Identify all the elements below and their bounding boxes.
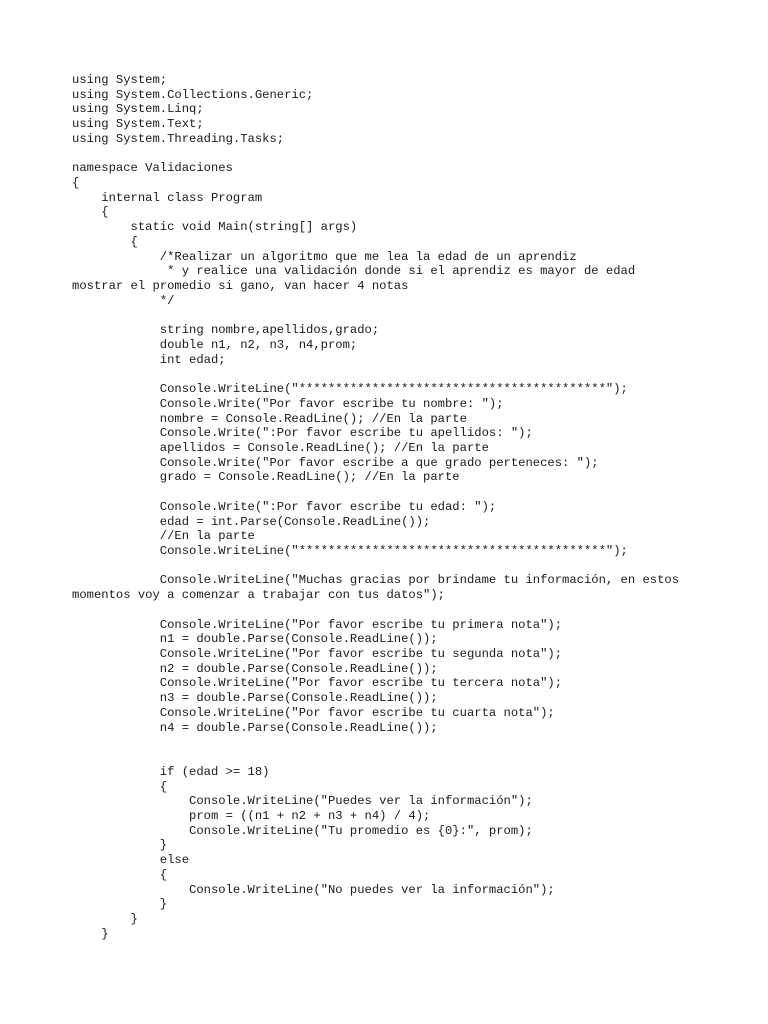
code-line: Console.WriteLine("******************************************");: [72, 382, 628, 397]
code-line: [72, 750, 762, 765]
code-line: }: [72, 926, 109, 941]
code-line: using System;: [72, 73, 168, 87]
code-line: {: [72, 867, 168, 882]
code-line: momentos voy a comenzar a trabajar con tus datos");: [72, 588, 445, 603]
code-line: [72, 485, 762, 500]
code-line: }: [72, 911, 138, 926]
code-line: static void Main(string[] args): [72, 220, 358, 235]
code-line: Console.Write("Por favor escribe tu nombre: ");: [72, 396, 504, 411]
code-line: prom = ((n1 + n2 + n3 + n4) / 4);: [72, 808, 431, 823]
code-line: [72, 559, 762, 574]
code-line: Console.Write(":Por favor escribe tu edad: ");: [72, 499, 497, 514]
code-line: {: [72, 205, 109, 220]
code-line: /*Realizar un algoritmo que me lea la edad de un aprendiz: [72, 249, 577, 264]
code-line: Console.Write(":Por favor escribe tu apellidos: ");: [72, 426, 533, 441]
code-line: Console.WriteLine("Puedes ver la información");: [72, 794, 533, 809]
code-line: }: [72, 838, 168, 853]
code-line: edad = int.Parse(Console.ReadLine());: [72, 514, 431, 529]
code-line: * y realice una validación donde si el aprendiz es mayor de edad: [72, 264, 636, 279]
code-line: double n1, n2, n3, n4,prom;: [72, 337, 358, 352]
code-listing: [72, 73, 762, 941]
code-line: mostrar el promedio si gano, van hacer 4 notas: [72, 279, 409, 294]
code-line: string nombre,apellidos,grado;: [72, 323, 380, 338]
code-line: Console.WriteLine("Por favor escribe tu cuarta nota");: [72, 705, 555, 720]
code-line: Console.WriteLine("Tu promedio es {0}:", prom);: [72, 823, 533, 838]
code-line: n4 = double.Parse(Console.ReadLine());: [72, 720, 438, 735]
code-line: {: [72, 234, 138, 249]
code-line: [72, 603, 762, 618]
code-line: nombre = Console.ReadLine(); //En la parte: [72, 411, 467, 426]
code-line: using System.Text;: [72, 117, 204, 132]
code-line: namespace Validaciones: [72, 161, 233, 176]
code-line: [72, 147, 762, 162]
code-line: n3 = double.Parse(Console.ReadLine());: [72, 691, 438, 706]
code-line: Console.WriteLine("Por favor escribe tu primera nota");: [72, 617, 563, 632]
code-line: else: [72, 853, 190, 868]
code-line: {: [72, 779, 168, 794]
code-line: */: [72, 293, 175, 308]
code-line: }: [72, 897, 168, 912]
code-line: apellidos = Console.ReadLine(); //En la parte: [72, 440, 489, 455]
code-line: n1 = double.Parse(Console.ReadLine());: [72, 632, 438, 647]
code-line: [72, 367, 762, 382]
code-line: int edad;: [72, 352, 226, 367]
code-line: using System.Linq;: [72, 102, 204, 117]
code-line: Console.WriteLine("Por favor escribe tu segunda nota");: [72, 647, 563, 662]
code-line: Console.WriteLine("No puedes ver la información");: [72, 882, 555, 897]
code-line: Console.WriteLine("******************************************");: [72, 544, 628, 558]
code-line: [72, 309, 762, 324]
code-line: n2 = double.Parse(Console.ReadLine());: [72, 661, 438, 676]
code-line: using System.Threading.Tasks;: [72, 131, 285, 146]
code-line: if (edad >= 18): [72, 764, 270, 779]
code-line: Console.WriteLine("Por favor escribe tu tercera nota");: [72, 676, 563, 691]
code-line: grado = Console.ReadLine(); //En la parte: [72, 470, 460, 485]
code-line: internal class Program: [72, 190, 263, 205]
code-line: [72, 735, 762, 750]
code-line: Console.Write("Por favor escribe a que grado perteneces: ");: [72, 455, 599, 470]
code-line: //En la parte: [72, 529, 255, 544]
code-line: {: [72, 176, 80, 191]
code-line: Console.WriteLine("Muchas gracias por brindame tu información, en estos: [72, 573, 680, 588]
code-line: using System.Collections.Generic;: [72, 87, 314, 102]
